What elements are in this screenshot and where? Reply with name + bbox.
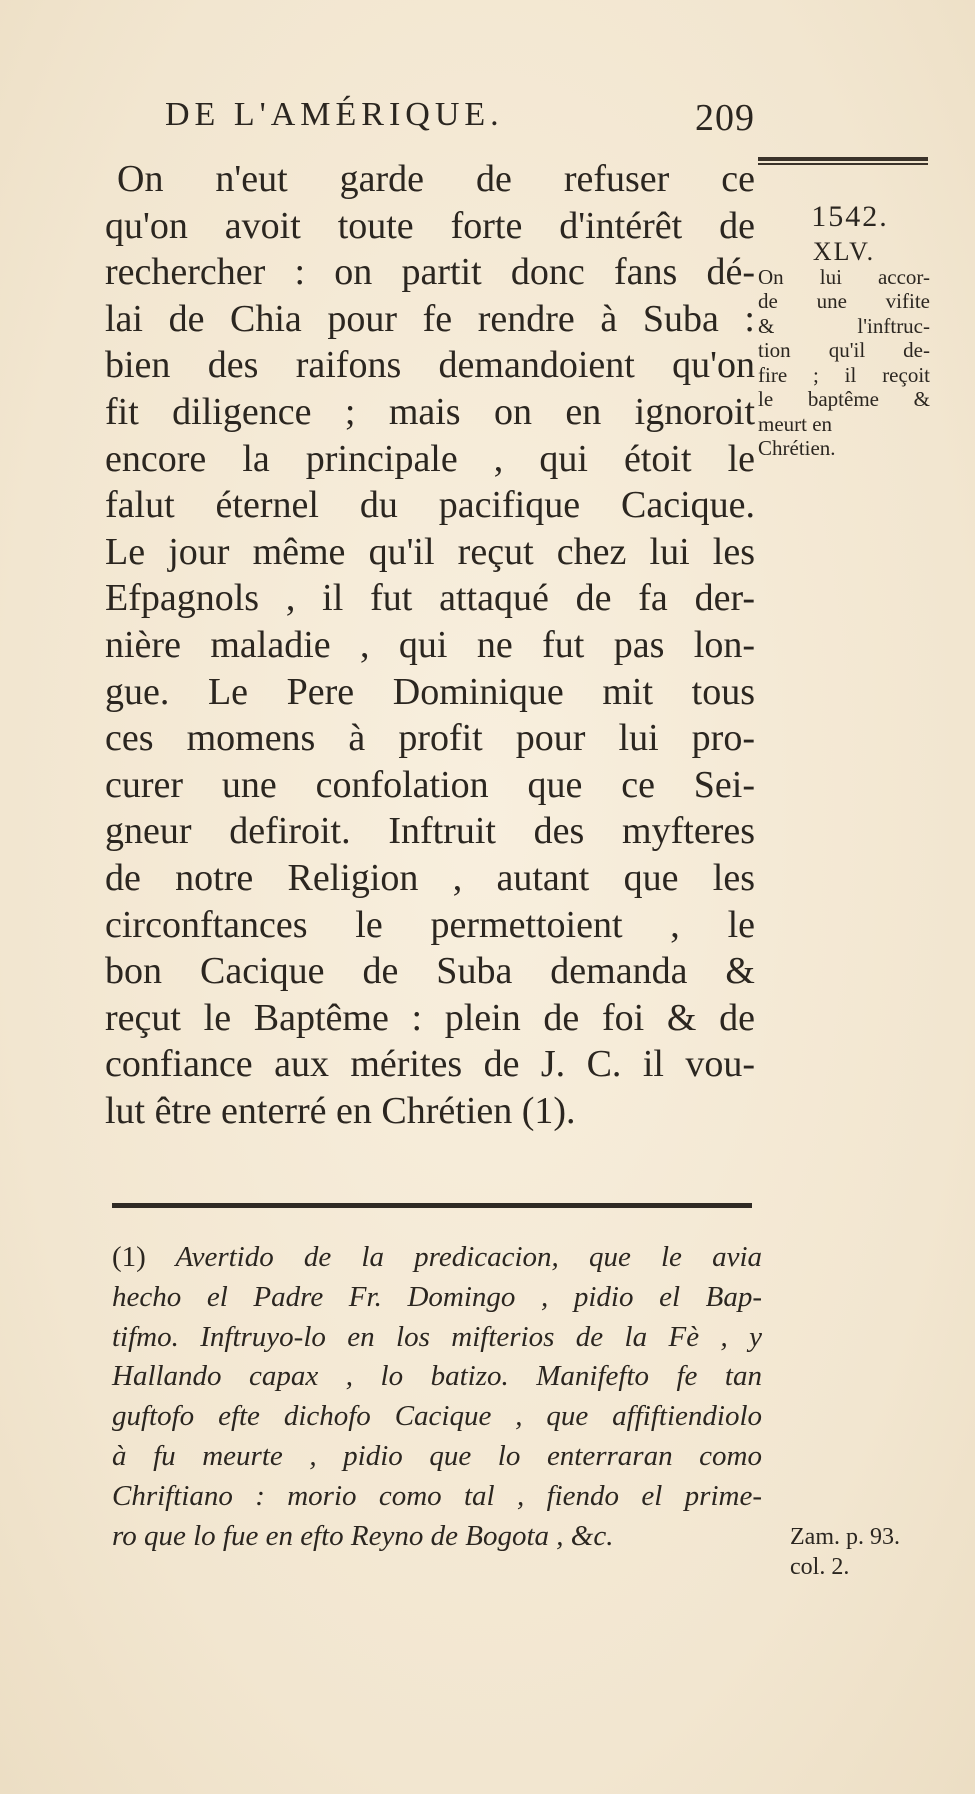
reference-column: col. 2. xyxy=(790,1554,850,1580)
footnote-marker: (1) xyxy=(112,1241,146,1273)
body-line: reçut le Baptême : plein de foi & de xyxy=(105,996,755,1039)
body-line: bien des raifons demandoient qu'on xyxy=(105,344,755,387)
body-line: lut être enterré en Chrétien (1). xyxy=(105,1089,576,1132)
footnote-source-reference xyxy=(790,1522,940,1582)
footnote-line: Chriftiano : morio como tal , fiendo el prime- xyxy=(112,1479,762,1512)
footnote-line: tifmo. Inftruyo-lo en los mifterios de la Fè , y xyxy=(112,1320,762,1353)
footnote-line: ro que lo fue en efto Reyno de Bogota , &c. xyxy=(112,1519,614,1552)
body-line: Efpagnols , il fut attaqué de fa der- xyxy=(105,577,755,620)
body-line: ces momens à profit pour lui pro- xyxy=(105,717,755,760)
margin-note-line: Chrétien. xyxy=(758,436,836,460)
body-line: nière maladie , qui ne fut pas lon- xyxy=(105,623,755,666)
footnote-line: à fu meurte , pidio que lo enterraran como xyxy=(112,1439,762,1472)
footnote-line: guftofo efte dichofo Cacique , que affiftiendiolo xyxy=(112,1400,762,1433)
running-head xyxy=(165,96,755,146)
body-line: curer une confolation que ce Sei- xyxy=(105,763,755,806)
margin-note-line: tion qu'il de- xyxy=(758,338,930,362)
margin-note-line: & l'inftruc- xyxy=(758,313,930,338)
body-line: On n'eut garde de refuser ce xyxy=(117,158,755,200)
footnote-line-text: Avertido de la predicacion, que le avia xyxy=(175,1241,762,1273)
margin-section-number: XLV. xyxy=(812,237,876,266)
margin-note-line: le baptême & xyxy=(758,387,930,411)
margin-note-line: fire ; il reçoit xyxy=(758,362,930,387)
main-paragraph xyxy=(105,156,755,1134)
footnote-line: Hallando capax , lo batizo. Manifefto fe tan xyxy=(112,1360,762,1393)
margin-year: 1542. xyxy=(811,200,889,233)
body-line: gue. Le Pere Dominique mit tous xyxy=(105,670,755,713)
body-line: fit diligence ; mais on en ignoroit xyxy=(105,390,755,433)
reference-page: Zam. p. 93. xyxy=(790,1524,900,1550)
body-line: circonftances le permettoient , le xyxy=(105,903,755,946)
margin-rule xyxy=(758,157,928,165)
footnote-line: hecho el Padre Fr. Domingo , pidio el Bap- xyxy=(112,1280,762,1313)
footnote xyxy=(112,1238,762,1556)
margin-note-line: On lui accor- xyxy=(758,264,930,289)
body-line: falut éternel du pacifique Cacique. xyxy=(105,484,755,527)
margin-note xyxy=(758,237,930,461)
body-line: confiance aux mérites de J. C. il vou- xyxy=(105,1043,755,1086)
running-head-title: DE L'AMÉRIQUE. xyxy=(165,96,504,133)
body-line: Le jour même qu'il reçut chez lui les xyxy=(105,530,755,573)
footnote-line xyxy=(112,1238,762,1278)
margin-note-line: de une vifite xyxy=(758,289,930,313)
footnote-rule xyxy=(112,1203,752,1208)
margin-note-line: meurt en xyxy=(758,411,833,436)
body-line: de notre Religion , autant que les xyxy=(105,856,755,899)
body-line: rechercher : on partit donc fans dé- xyxy=(105,251,755,294)
body-line: bon Cacique de Suba demanda & xyxy=(105,950,755,993)
page-number: 209 xyxy=(695,97,755,139)
body-line: encore la principale , qui étoit le xyxy=(105,437,755,480)
body-line: lai de Chia pour fe rendre à Suba : xyxy=(105,297,755,340)
body-line: qu'on avoit toute forte d'intérêt de xyxy=(105,204,755,247)
body-line: gneur defiroit. Inftruit des myfteres xyxy=(105,810,755,853)
